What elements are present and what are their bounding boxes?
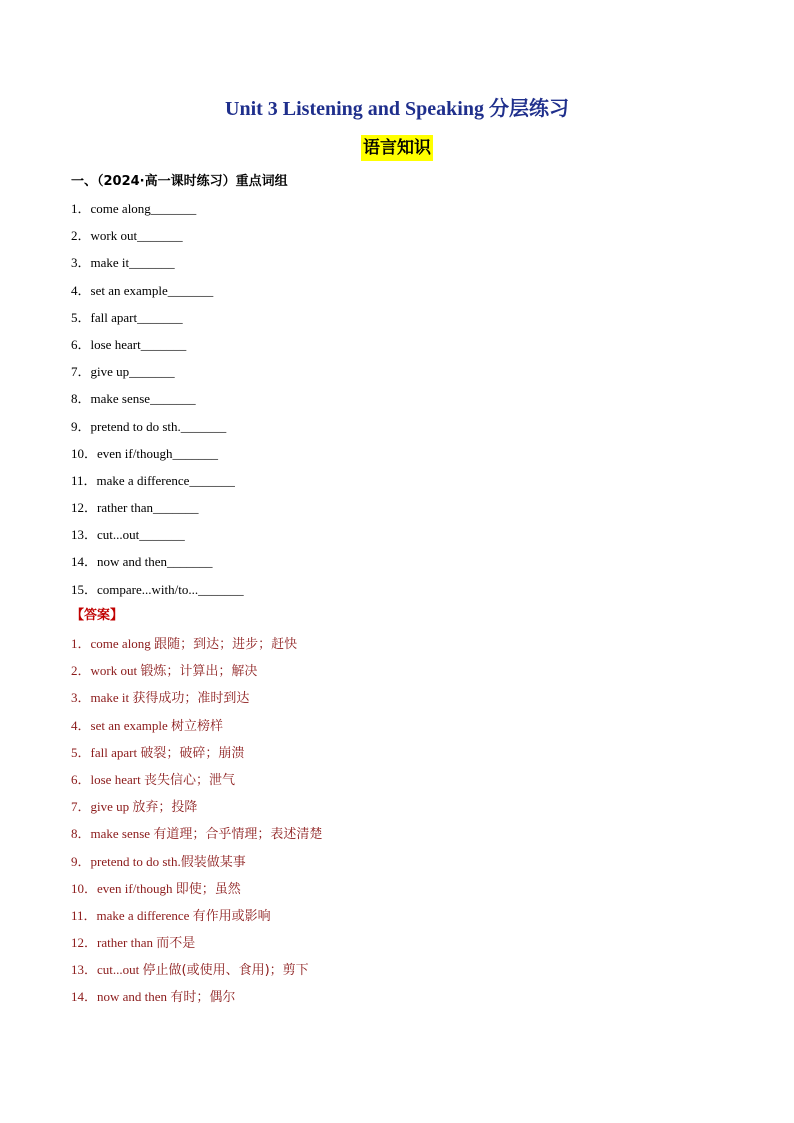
question-text: compare...with/to..._______ <box>97 581 244 597</box>
question-text: fall apart_______ <box>90 309 183 325</box>
answer-number: 4． <box>71 717 91 733</box>
question-number: 11． <box>71 472 97 488</box>
question-item <box>71 253 244 280</box>
answer-number: 5． <box>71 744 91 760</box>
question-item <box>71 389 244 416</box>
question-number: 5． <box>71 309 91 325</box>
answer-meaning: 即使；虽然 <box>175 881 241 897</box>
answer-item <box>71 906 322 933</box>
answer-item <box>71 879 322 906</box>
question-number: 12． <box>71 500 98 516</box>
question-item <box>71 226 244 253</box>
answer-phrase: fall apart <box>90 744 141 760</box>
question-number: 3． <box>71 255 91 271</box>
question-text: give up_______ <box>90 364 175 380</box>
question-item <box>71 580 244 607</box>
answer-phrase: give up <box>90 799 133 815</box>
subtitle-wrap <box>0 135 794 161</box>
section-heading: 一、（2024·高一课时练习）重点词组 <box>71 174 288 189</box>
answer-item <box>71 960 322 987</box>
question-text: lose heart_______ <box>90 336 187 352</box>
question-text: pretend to do sth._______ <box>90 418 227 434</box>
question-text: work out_______ <box>90 228 183 244</box>
question-item <box>71 362 244 389</box>
question-number: 2． <box>71 228 91 244</box>
answer-number: 12． <box>71 935 98 951</box>
answer-item <box>71 688 322 715</box>
answer-item <box>71 852 322 879</box>
answer-heading: 【答案】 <box>71 608 124 623</box>
answer-meaning: 丧失信心；泄气 <box>143 772 235 788</box>
answer-meaning: 锻炼；计算出；解决 <box>140 664 258 680</box>
answer-number: 1． <box>71 636 91 651</box>
question-item <box>71 199 244 226</box>
question-number: 9． <box>71 418 91 434</box>
question-number: 1． <box>71 201 91 216</box>
answer-item <box>71 987 322 1014</box>
answer-phrase: make sense <box>90 826 154 842</box>
answer-number: 2． <box>71 663 91 679</box>
question-item <box>71 417 244 444</box>
question-number: 15． <box>71 581 98 597</box>
page-subtitle: 语言知识 <box>361 135 433 161</box>
question-item <box>71 444 244 471</box>
answer-phrase: lose heart <box>90 771 144 787</box>
question-number: 7． <box>71 364 91 380</box>
answer-phrase: make it <box>90 690 133 706</box>
answer-item <box>71 716 322 743</box>
question-text: make sense_______ <box>90 391 196 407</box>
question-number: 10． <box>71 445 98 461</box>
question-text: now and then_______ <box>97 554 213 570</box>
answer-meaning: 有时；偶尔 <box>170 990 236 1006</box>
answer-meaning: 停止做(或使用、食用)；剪下 <box>142 963 309 979</box>
answer-number: 7． <box>71 799 91 815</box>
answer-meaning: 有道理；合乎情理；表述清楚 <box>153 827 323 843</box>
answer-phrase: rather than <box>97 935 157 951</box>
answer-item <box>71 797 322 824</box>
answer-list <box>71 634 322 1015</box>
answer-meaning: 获得成功；准时到达 <box>132 691 250 707</box>
answer-phrase: come along <box>90 636 155 651</box>
answer-item <box>71 634 322 661</box>
question-text: make it_______ <box>90 255 175 271</box>
answer-number: 14． <box>71 989 98 1005</box>
answer-item <box>71 824 322 851</box>
answer-item <box>71 770 322 797</box>
answer-meaning: 树立榜样 <box>171 718 224 734</box>
answer-number: 3． <box>71 690 91 706</box>
question-text: set an example_______ <box>90 282 214 298</box>
answer-phrase: pretend to do sth. <box>90 853 181 869</box>
answer-meaning: 放弃；投降 <box>132 800 198 816</box>
answer-number: 8． <box>71 826 91 842</box>
answer-item <box>71 743 322 770</box>
question-item <box>71 471 244 498</box>
question-number: 6． <box>71 336 91 352</box>
answer-phrase: even if/though <box>97 880 176 896</box>
question-number: 8． <box>71 391 91 407</box>
page-title: Unit 3 Listening and Speaking 分层练习 <box>225 98 569 120</box>
answer-phrase: make a difference <box>96 907 193 923</box>
question-number: 13． <box>71 527 98 543</box>
answer-phrase: work out <box>90 663 141 679</box>
answer-number: 6． <box>71 771 91 787</box>
question-item <box>71 552 244 579</box>
answer-phrase: now and then <box>97 989 171 1005</box>
answer-meaning: 有作用或影响 <box>192 908 271 924</box>
question-item <box>71 498 244 525</box>
answer-number: 10． <box>71 880 98 896</box>
question-text: rather than_______ <box>97 500 199 516</box>
answer-item <box>71 933 322 960</box>
answer-meaning: 而不是 <box>156 936 196 952</box>
question-text: cut...out_______ <box>97 527 185 543</box>
answer-meaning: 假装做某事 <box>180 854 246 870</box>
question-item <box>71 281 244 308</box>
answer-phrase: set an example <box>90 717 172 733</box>
question-text: come along_______ <box>90 201 197 216</box>
answer-number: 13． <box>71 962 98 978</box>
answer-number: 9． <box>71 853 91 869</box>
question-list <box>71 199 244 607</box>
question-item <box>71 525 244 552</box>
answer-meaning: 破裂；破碎；崩溃 <box>140 745 245 761</box>
answer-item <box>71 661 322 688</box>
answer-phrase: cut...out <box>97 962 143 978</box>
question-text: make a difference_______ <box>96 472 235 488</box>
answer-number: 11． <box>71 907 97 923</box>
question-item <box>71 335 244 362</box>
question-item <box>71 308 244 335</box>
question-number: 4． <box>71 282 91 298</box>
question-number: 14． <box>71 554 98 570</box>
answer-meaning: 跟随；到达；进步；赶快 <box>154 637 298 652</box>
question-text: even if/though_______ <box>97 445 218 461</box>
